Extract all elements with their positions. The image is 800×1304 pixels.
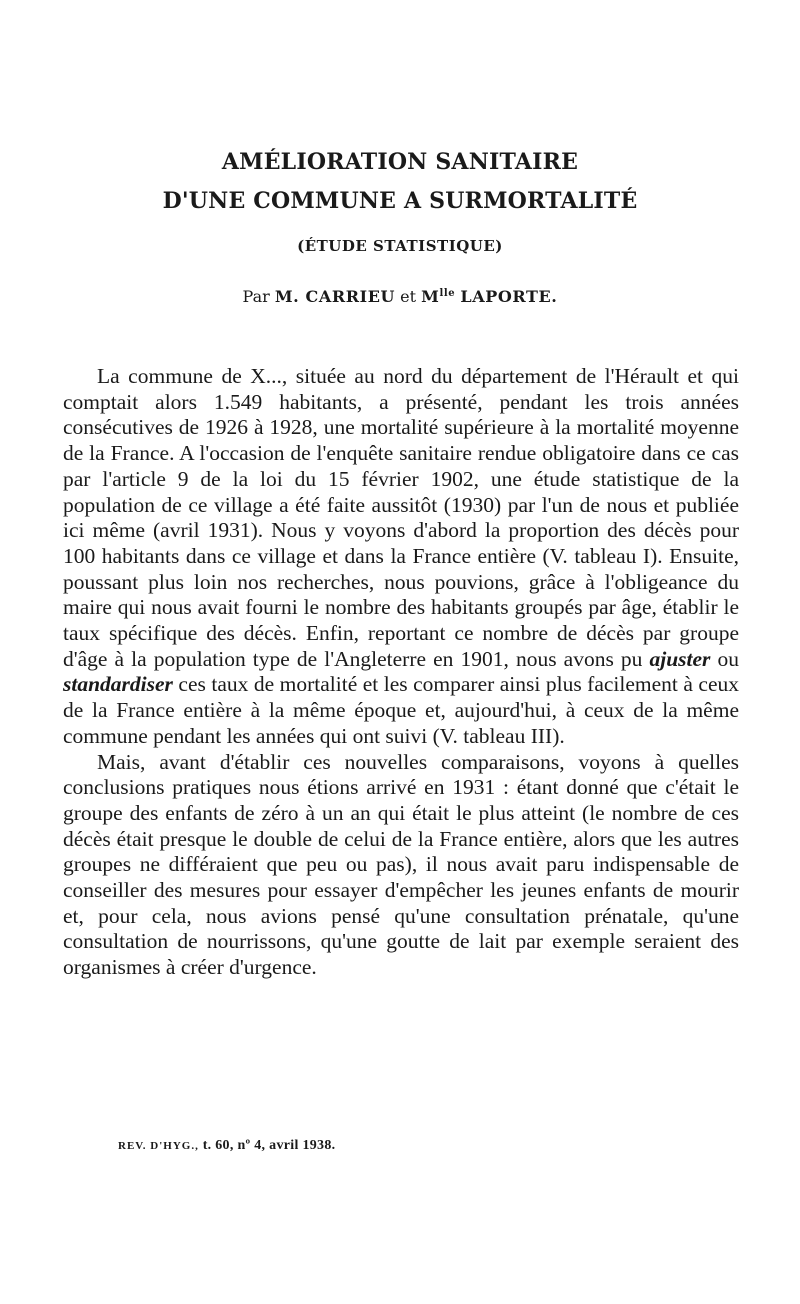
paragraph-2: Mais, avant d'établir ces nouvelles comparaisons, voyons à quelles conclusions pratiques nous étions arrivé en 1931 : étant donné que c'était le groupe des enfants de zéro à un an qui était le plus atteint (le nombre de ces décès était presque le double de celui de la France entière, alors que les autres groupes ne différaient que peu ou pas), il nous avait paru indispensable de conseiller des mesures pour essayer d'empêcher les jeunes enfants de mourir et, pour cela, nous avions pensé qu'une consultation prénatale, qu'une consultation de nourrissons, qu'une goutte de lait par exemple seraient des organismes à créer d'urgence.: [63, 749, 739, 980]
journal-citation: [118, 1138, 335, 1154]
journal-volume: t. 60, nº 4, avril 1938.: [202, 1138, 336, 1153]
paragraph-1-part-c: ces taux de mortalité et les comparer ainsi plus facilement à ceux de la France entière à la même époque et, aujourd'hui, à ceux de la même commune pendant les années qui ont suivi (V. tableau III).: [63, 672, 740, 748]
article-body: [63, 364, 739, 981]
article-title-line-2: D'UNE COMMUNE A SURMORTALITÉ: [162, 188, 638, 214]
author-2: LAPORTE.: [460, 287, 558, 306]
byline-prefix: Par: [242, 287, 270, 306]
author-2-title-m: M: [421, 287, 440, 306]
author-1: M. CARRIEU: [274, 287, 396, 306]
emphasis-standardiser: standardiser: [63, 672, 173, 697]
author-2-title: [421, 287, 455, 306]
paragraph-1-part-a: La commune de X..., située au nord du département de l'Hérault et qui comptait alors 1.549 habitants, a présenté, pendant les trois années consécutives de 1926 à 1928, une mortalité supérieure à la mortalité moyenne de la France. A l'occasion de l'enquête sanitaire rendue obligatoire dans ce cas par l'article 9 de la loi du 15 février 1902, une étude statistique de la population de ce village a été faite aussitôt (1930) par l'un de nous et publiée ici même (avril 1931). Nous y voyons d'abord la proportion des décès pour 100 habitants dans ce village et dans la France entière (V. tableau I). Ensuite, poussant plus loin nos recherches, nous pouvions, grâce à l'obligeance du maire qui nous avait fourni le nombre des habitants groupés par âge, établir le taux spécifique des décès. Enfin, reportant ce nombre de décès par groupe d'âge à la population type de l'Angleterre en 1901, nous avons pu: [63, 364, 739, 671]
author-2-title-lle: lle: [439, 288, 456, 299]
paragraph-1: [63, 364, 739, 750]
article-subtitle: (ÉTUDE STATISTIQUE): [297, 237, 503, 255]
journal-name: REV. D'HYG.,: [118, 1140, 199, 1152]
article-title-line-1: AMÉLIORATION SANITAIRE: [221, 149, 579, 175]
byline-conjunction: et: [400, 287, 417, 306]
emphasis-ajuster: ajuster: [649, 646, 711, 671]
byline: [0, 287, 800, 307]
paragraph-1-part-b: ou: [717, 646, 740, 671]
